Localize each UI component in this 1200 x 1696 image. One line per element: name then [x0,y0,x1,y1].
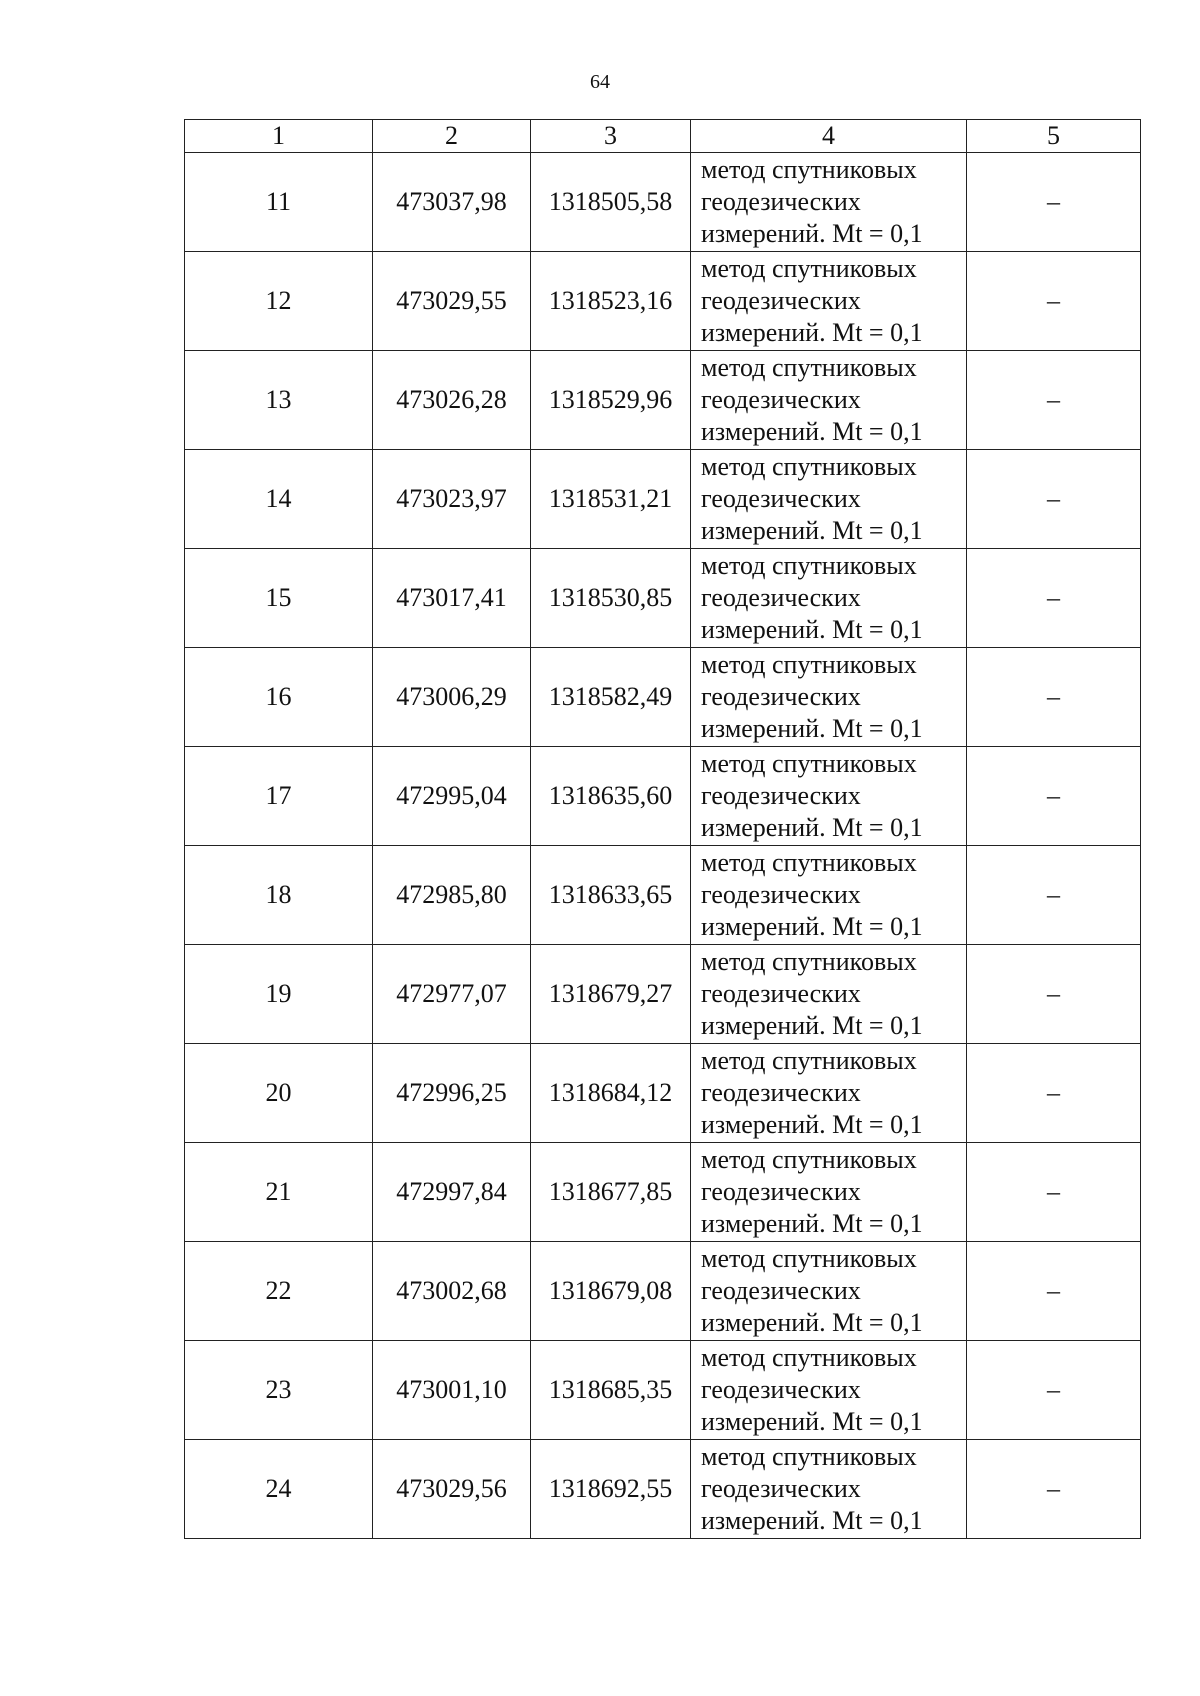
y-coordinate-cell: 1318523,16 [531,252,691,351]
point-number-cell: 17 [185,747,373,846]
method-line: геодезических [701,286,861,315]
method-line: измерений. Mt = 0,1 [701,417,923,446]
table-header [185,120,1141,153]
page-number: 64 [590,71,610,93]
coordinates-table [184,119,1141,1539]
table-row [185,846,1141,945]
table-body [185,153,1141,1539]
table-row [185,1044,1141,1143]
method-cell [691,549,967,648]
table-row [185,945,1141,1044]
method-line: геодезических [701,682,861,711]
method-line: измерений. Mt = 0,1 [701,1110,923,1139]
x-coordinate-cell: 472977,07 [373,945,531,1044]
method-line: измерений. Mt = 0,1 [701,516,923,545]
point-number-cell: 22 [185,1242,373,1341]
method-line: геодезических [701,979,861,1008]
method-line: геодезических [701,1276,861,1305]
point-number-cell: 20 [185,1044,373,1143]
method-line: геодезических [701,187,861,216]
note-cell: – [967,351,1141,450]
header-col-2: 2 [373,120,531,153]
method-cell [691,1440,967,1539]
table-row [185,1440,1141,1539]
x-coordinate-cell: 473037,98 [373,153,531,252]
method-cell [691,1143,967,1242]
table-row [185,747,1141,846]
y-coordinate-cell: 1318679,08 [531,1242,691,1341]
note-cell: – [967,450,1141,549]
method-cell [691,846,967,945]
method-line: метод спутниковых [701,749,917,778]
method-line: геодезических [701,880,861,909]
point-number-cell: 15 [185,549,373,648]
method-line: метод спутниковых [701,353,917,382]
table-row [185,1341,1141,1440]
table-row [185,450,1141,549]
header-col-1: 1 [185,120,373,153]
table-row [185,549,1141,648]
method-line: измерений. Mt = 0,1 [701,1506,923,1535]
point-number-cell: 13 [185,351,373,450]
point-number-cell: 16 [185,648,373,747]
method-cell [691,252,967,351]
note-cell: – [967,1044,1141,1143]
method-line: метод спутниковых [701,155,917,184]
table-row [185,351,1141,450]
y-coordinate-cell: 1318582,49 [531,648,691,747]
x-coordinate-cell: 473002,68 [373,1242,531,1341]
method-cell [691,450,967,549]
point-number-cell: 11 [185,153,373,252]
method-line: геодезических [701,1078,861,1107]
y-coordinate-cell: 1318505,58 [531,153,691,252]
note-cell: – [967,549,1141,648]
header-row [185,120,1141,153]
method-line: геодезических [701,385,861,414]
method-line: измерений. Mt = 0,1 [701,1209,923,1238]
x-coordinate-cell: 473017,41 [373,549,531,648]
method-cell [691,945,967,1044]
y-coordinate-cell: 1318529,96 [531,351,691,450]
note-cell: – [967,846,1141,945]
table-row [185,153,1141,252]
x-coordinate-cell: 472996,25 [373,1044,531,1143]
x-coordinate-cell: 472985,80 [373,846,531,945]
y-coordinate-cell: 1318633,65 [531,846,691,945]
method-line: измерений. Mt = 0,1 [701,1011,923,1040]
method-line: метод спутниковых [701,551,917,580]
method-line: измерений. Mt = 0,1 [701,318,923,347]
x-coordinate-cell: 473001,10 [373,1341,531,1440]
table-row [185,252,1141,351]
x-coordinate-cell: 473029,56 [373,1440,531,1539]
method-line: метод спутниковых [701,947,917,976]
note-cell: – [967,1440,1141,1539]
method-line: измерений. Mt = 0,1 [701,714,923,743]
method-line: метод спутниковых [701,1046,917,1075]
method-line: измерений. Mt = 0,1 [701,813,923,842]
point-number-cell: 23 [185,1341,373,1440]
method-line: измерений. Mt = 0,1 [701,615,923,644]
method-line: измерений. Mt = 0,1 [701,912,923,941]
method-line: метод спутниковых [701,1145,917,1174]
method-line: метод спутниковых [701,254,917,283]
table-row [185,648,1141,747]
method-cell [691,153,967,252]
method-line: метод спутниковых [701,1442,917,1471]
y-coordinate-cell: 1318530,85 [531,549,691,648]
point-number-cell: 12 [185,252,373,351]
method-cell [691,747,967,846]
method-cell [691,1341,967,1440]
method-line: метод спутниковых [701,650,917,679]
method-line: геодезических [701,1177,861,1206]
table-row [185,1242,1141,1341]
method-line: геодезических [701,1474,861,1503]
header-col-5: 5 [967,120,1141,153]
note-cell: – [967,1242,1141,1341]
method-line: метод спутниковых [701,452,917,481]
method-line: геодезических [701,583,861,612]
y-coordinate-cell: 1318635,60 [531,747,691,846]
point-number-cell: 18 [185,846,373,945]
note-cell: – [967,1143,1141,1242]
header-col-4: 4 [691,120,967,153]
y-coordinate-cell: 1318692,55 [531,1440,691,1539]
note-cell: – [967,945,1141,1044]
header-col-3: 3 [531,120,691,153]
method-line: метод спутниковых [701,848,917,877]
y-coordinate-cell: 1318684,12 [531,1044,691,1143]
x-coordinate-cell: 473006,29 [373,648,531,747]
x-coordinate-cell: 473026,28 [373,351,531,450]
method-line: измерений. Mt = 0,1 [701,1308,923,1337]
note-cell: – [967,153,1141,252]
x-coordinate-cell: 473029,55 [373,252,531,351]
method-cell [691,1044,967,1143]
method-cell [691,1242,967,1341]
method-line: измерений. Mt = 0,1 [701,1407,923,1436]
y-coordinate-cell: 1318531,21 [531,450,691,549]
note-cell: – [967,648,1141,747]
point-number-cell: 21 [185,1143,373,1242]
x-coordinate-cell: 472997,84 [373,1143,531,1242]
x-coordinate-cell: 472995,04 [373,747,531,846]
note-cell: – [967,252,1141,351]
method-line: геодезических [701,484,861,513]
y-coordinate-cell: 1318679,27 [531,945,691,1044]
y-coordinate-cell: 1318677,85 [531,1143,691,1242]
method-cell [691,648,967,747]
point-number-cell: 19 [185,945,373,1044]
note-cell: – [967,1341,1141,1440]
method-line: измерений. Mt = 0,1 [701,219,923,248]
y-coordinate-cell: 1318685,35 [531,1341,691,1440]
method-line: метод спутниковых [701,1244,917,1273]
method-line: метод спутниковых [701,1343,917,1372]
point-number-cell: 24 [185,1440,373,1539]
method-line: геодезических [701,1375,861,1404]
table-row [185,1143,1141,1242]
method-line: геодезических [701,781,861,810]
x-coordinate-cell: 473023,97 [373,450,531,549]
point-number-cell: 14 [185,450,373,549]
note-cell: – [967,747,1141,846]
method-cell [691,351,967,450]
